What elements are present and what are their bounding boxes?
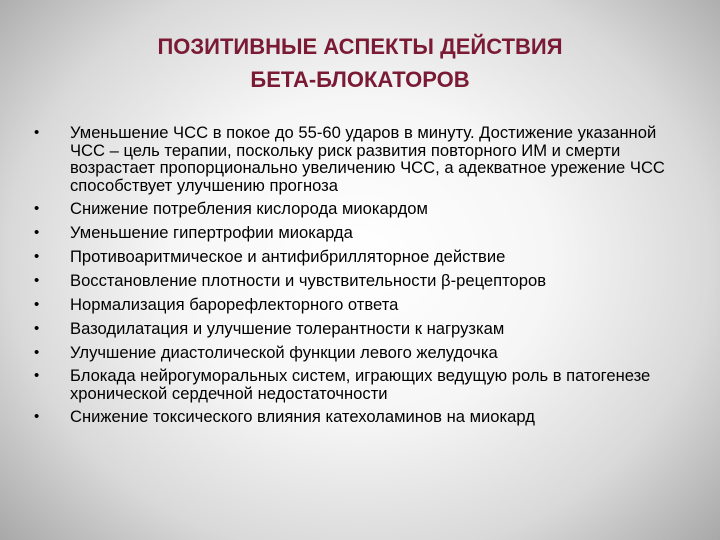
bullet-item (34, 407, 674, 426)
bullet-item (34, 367, 674, 402)
bullet-dot-icon: • (34, 320, 40, 337)
bullet-item (34, 343, 674, 362)
slide-title (60, 30, 660, 96)
bullet-item (34, 319, 674, 338)
bullet-list (34, 124, 674, 431)
bullet-item (34, 124, 674, 194)
bullet-item (34, 199, 674, 218)
bullet-text: Снижение потребления кислорода миокардом (70, 199, 428, 218)
bullet-text: Восстановление плотности и чувствительности β-рецепторов (70, 271, 547, 290)
bullet-text: Снижение токсического влияния катехоламинов на миокард (70, 407, 535, 426)
bullet-dot-icon: • (34, 200, 40, 217)
bullet-item (34, 271, 674, 290)
bullet-text: Блокада нейрогуморальных систем, играющих ведущую роль в патогенезе хронической сердечной недостаточности (70, 366, 651, 403)
slide-title-line-2: БЕТА-БЛОКАТОРОВ (250, 67, 470, 92)
slide-title-line-1: ПОЗИТИВНЫЕ АСПЕКТЫ ДЕЙСТВИЯ (157, 34, 563, 59)
bullet-dot-icon: • (34, 272, 40, 289)
bullet-dot-icon: • (34, 296, 40, 313)
bullet-dot-icon: • (34, 367, 40, 384)
bullet-dot-icon: • (34, 224, 40, 241)
bullet-text: Улучшение диастолической функции левого желудочка (70, 343, 498, 362)
bullet-item (34, 247, 674, 266)
bullet-item (34, 295, 674, 314)
bullet-text: Противоаритмическое и антифибрилляторное действие (70, 247, 506, 266)
bullet-item (34, 223, 674, 242)
bullet-text: Нормализация барорефлекторного ответа (70, 295, 399, 314)
bullet-text: Уменьшение гипертрофии миокарда (70, 223, 353, 242)
bullet-text: Вазодилатация и улучшение толерантности к нагрузкам (70, 319, 505, 338)
bullet-dot-icon: • (34, 248, 40, 265)
bullet-dot-icon: • (34, 344, 40, 361)
bullet-text: Уменьшение ЧСС в покое до 55-60 ударов в минуту. Достижение указанной ЧСС – цель терапии, поскольку риск развития повторного ИМ и смерти возрастает пропорционально увеличению ЧСС, а адекватное урежение ЧСС способствует улучшению прогноза (70, 123, 665, 195)
bullet-dot-icon: • (34, 124, 40, 141)
bullet-dot-icon: • (34, 408, 40, 425)
